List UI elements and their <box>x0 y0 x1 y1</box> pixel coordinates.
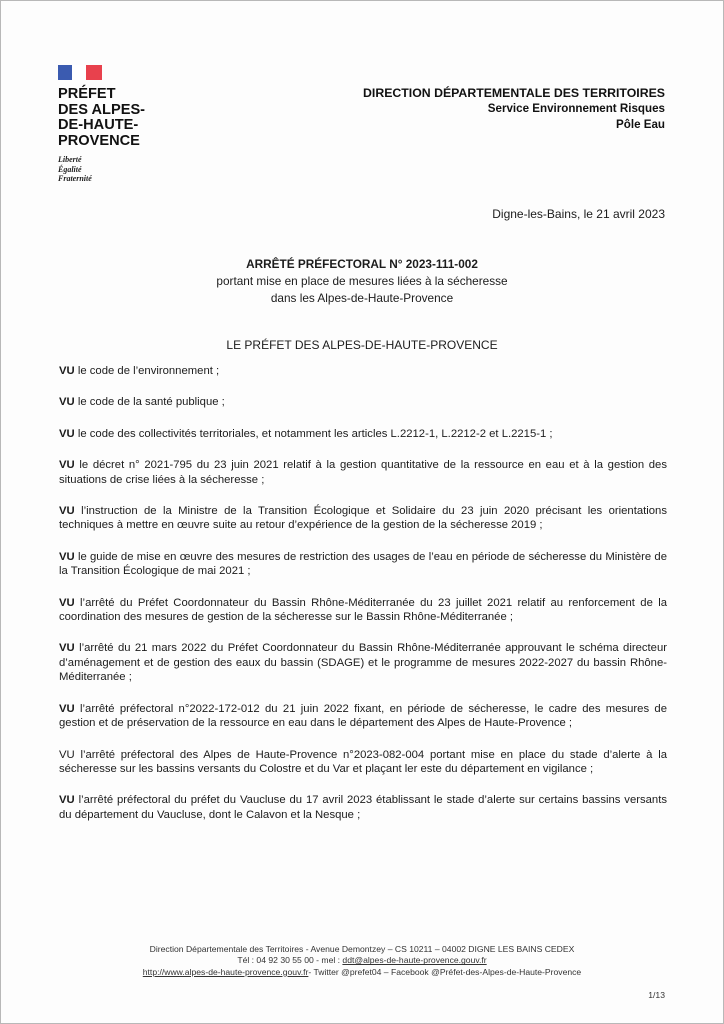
consideration-item: VU l’arrêté du Préfet Coordonnateur du Bassin Rhône-Méditerranée du 23 juillet 2021 relatif au renforcement de la coordination des mesures de gestion de la sécheresse sur le Bassin Rhône-Méditerranée ; <box>59 596 667 624</box>
motto-line: Égalité <box>58 164 82 174</box>
consideration-item: VU l’instruction de la Ministre de la Transition Écologique et Solidaire du 23 juin 2020 précisant les orientations techniques à mettre en œuvre suite au retour d’expérience de la gestion de la sécheresse 2019 ; <box>59 505 667 532</box>
decree-subject-line1: portant mise en place de mesures liées à la sécheresse <box>216 274 508 288</box>
prefet-line: PROVENCE <box>58 132 140 149</box>
consideration-item: VU l’arrêté préfectoral du préfet du Vaucluse du 17 avril 2023 établissant le stade d’alerte sur certains bassins versants du département du Vaucluse, dont le Calavon et la Nesque ; <box>59 794 667 821</box>
prefet-heading: LE PRÉFET DES ALPES-DE-HAUTE-PROVENCE <box>226 338 498 352</box>
consideration-item: VU le code de l’environnement ; <box>59 365 220 377</box>
consideration-item: VU le code des collectivités territoriales, et notamment les articles L.2212-1, L.2212-2 et L.2215-1 ; <box>59 427 553 440</box>
footer-contact: Tél : 04 92 30 55 00 - mel : ddt@alpes-de-haute-provence.gouv.fr <box>237 955 487 966</box>
consideration-item: VU le décret n° 2021-795 du 23 juin 2021 relatif à la gestion quantitative de la ressource en eau et à la gestion des situations de crise liées à la sécheresse ; <box>59 459 667 486</box>
pole-name: Pôle Eau <box>616 118 665 131</box>
service-name: Service Environnement Risques <box>487 102 665 115</box>
footer-email-link[interactable]: ddt@alpes-de-haute-provence.gouv.fr <box>342 955 487 966</box>
consideration-item: VU l’arrêté du 21 mars 2022 du Préfet Coordonnateur du Bassin Rhône-Méditerranée approuvant le schéma directeur d’aménagement et de gestion des eaux du bassin (SDAGE) et le programme de mesures 2022-2027 du bassin Rhône-Méditerranée ; <box>59 642 667 684</box>
ddt-title: DIRECTION DÉPARTEMENTALE DES TERRITOIRES <box>363 86 665 100</box>
consideration-item: VU l’arrêté préfectoral des Alpes de Haute-Provence n°2023-082-004 portant mise en place du stade d’alerte à la sécheresse sur les bassins versants du Colostre et du Var et plaçant ler este du département en vigilance ; <box>59 748 667 775</box>
motto-line: Liberté <box>58 155 82 164</box>
decree-title <box>59 256 665 307</box>
consideration-item: VU l’arrêté préfectoral n°2022-172-012 du 21 juin 2022 fixant, en période de sécheresse, le cadre des mesures de gestion et de préservation de la ressource en eau dans le département des Alpes de Haute-Provence ; <box>59 702 667 730</box>
prefet-line: PRÉFET <box>58 86 116 102</box>
considerations-list <box>59 364 667 822</box>
decree-subject-line2: dans les Alpes-de-Haute-Provence <box>270 291 454 305</box>
motto-line: Fraternité <box>58 174 92 183</box>
footer-web: http://www.alpes-de-haute-provence.gouv.fr- Twitter @prefet04 – Facebook @Préfet-des-Alpes-de-Haute-Provence <box>142 966 582 977</box>
consideration-item: VU le guide de mise en œuvre des mesures de restriction des usages de l’eau en période de sécheresse du Ministère de la Transition Écologique de mai 2021 ; <box>59 550 667 578</box>
republic-motto <box>58 155 92 184</box>
prefet-logo-text <box>58 87 178 149</box>
footer-website-link[interactable]: http://www.alpes-de-haute-provence.gouv.fr <box>142 966 309 977</box>
document-date: Digne-les-Bains, le 21 avril 2023 <box>492 207 665 221</box>
prefet-line: DES ALPES- <box>58 101 146 118</box>
marianne-flag-logo <box>58 65 102 80</box>
page-number: 1/13 <box>648 990 665 1000</box>
prefet-line: DE-HAUTE- <box>58 117 139 133</box>
consideration-item: VU le code de la santé publique ; <box>59 396 225 409</box>
footer-address: Direction Départementale des Territoires - Avenue Demontzey – CS 10211 – 04002 DIGNE LES BAINS CEDEX <box>149 944 575 954</box>
issuing-service <box>363 85 665 133</box>
page-footer <box>61 944 663 978</box>
decree-number: ARRÊTÉ PRÉFECTORAL N° 2023-111-002 <box>246 257 478 271</box>
